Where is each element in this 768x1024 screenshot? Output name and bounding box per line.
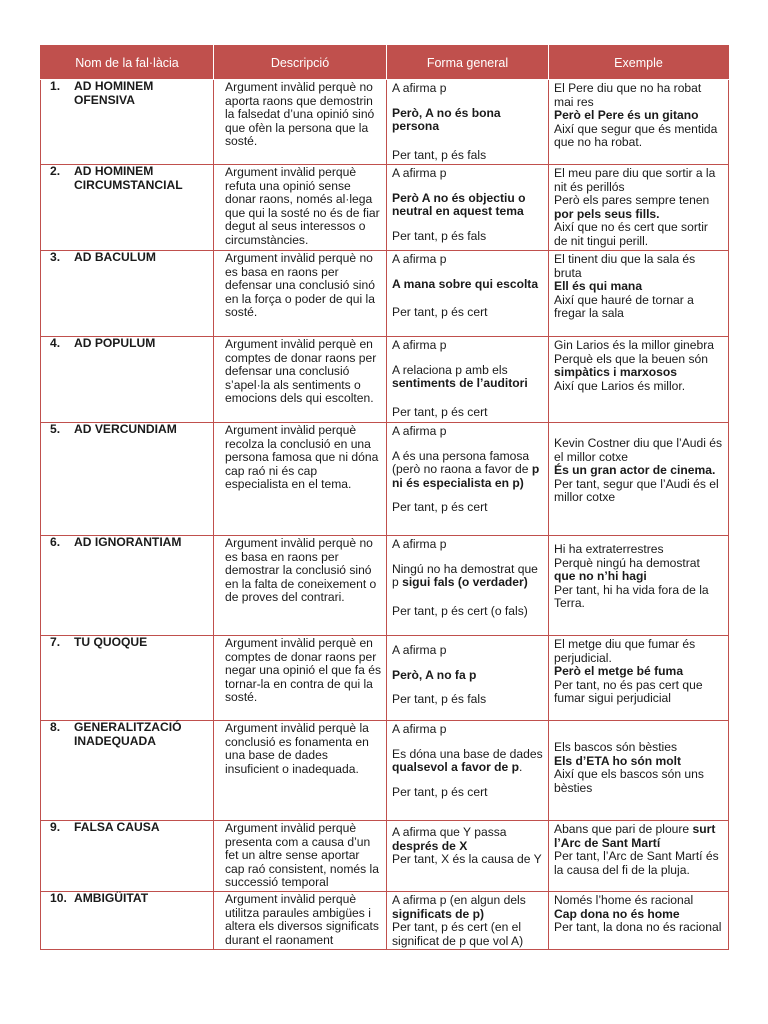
example-line-bold: És un gran actor de cinema. (554, 463, 716, 478)
fallacy-name-cell (41, 80, 214, 165)
form-premise: A afirma p (392, 338, 447, 352)
example-line: Per tant, hi ha vida fora de la Terra. (554, 582, 709, 611)
fallacy-number: 9. (50, 820, 61, 834)
form-objection: A és una persona famosa (però no raona a favor de p ni és especialista en p) (392, 448, 540, 490)
fallacy-number: 2. (50, 164, 61, 178)
fallacy-description: Argument invàlid perquè en comptes de donar raons per negar una opinió el que fa és tornar-la en contra de qui la sosté. (214, 636, 387, 721)
fallacy-name: GENERALITZACIÓ INADEQUADA (74, 720, 182, 748)
fallacy-example (549, 636, 729, 721)
header-example: Exemple (549, 46, 729, 80)
fallacy-number: 4. (50, 336, 61, 350)
fallacy-form (387, 891, 549, 949)
fallacy-form (387, 536, 549, 636)
fallacy-example (549, 891, 729, 949)
header-general-form: Forma general (387, 46, 549, 80)
example-line: Gin Larios és la millor ginebra (554, 338, 714, 352)
table-row (41, 165, 729, 251)
example-line-bold: Cap dona no és home (554, 906, 680, 921)
form-conclusion: Per tant, p és fals (392, 228, 487, 243)
fallacy-example (549, 423, 729, 536)
fallacy-description: Argument invàlid perquè presenta com a causa d’un fet un altre sense aportar cap raó consistent, només la successió temporal (214, 821, 387, 892)
fallacy-example (549, 821, 729, 892)
example-line: El metge diu que fumar és perjudicial. (554, 637, 696, 665)
form-premise: A afirma p (392, 166, 447, 180)
form-conclusion: Per tant, p és fals (392, 147, 487, 162)
example-line-bold: Ell és qui mana (554, 279, 643, 294)
fallacy-number: 6. (50, 535, 61, 549)
example-line: Per tant, segur que l’Audi és el millor cotxe (554, 476, 719, 505)
form-objection: A mana sobre qui escolta (392, 276, 539, 291)
fallacy-name-cell (41, 721, 214, 821)
fallacy-name: TU QUOQUE (74, 635, 148, 649)
example-line: Hi ha extraterrestres (554, 542, 664, 556)
form-objection: Ningú no ha demostrat que p sigui fals (o verdader) (392, 561, 538, 590)
fallacy-example (549, 251, 729, 337)
example-line: Només l’home és racional (554, 892, 694, 907)
fallacy-name-cell (41, 821, 214, 892)
fallacy-example (549, 165, 729, 251)
example-line: Però els pares sempre tenen por pels seus fills. (554, 193, 710, 221)
form-premise: A afirma que Y passa després de X (392, 825, 507, 853)
example-line-bold: Però el Pere és un gitano (554, 108, 699, 123)
form-premise: A afirma p (en algun dels significats de p) (392, 892, 526, 921)
table-header-row (41, 46, 729, 80)
fallacy-number: 5. (50, 422, 61, 436)
fallacy-number: 1. (50, 79, 61, 93)
form-premise: A afirma p (392, 252, 447, 266)
fallacy-description: Argument invàlid perquè no es basa en raons per demostrar la conclusió sinó en la falta de coneixement o de proves del contrari. (214, 536, 387, 636)
example-line: Així que hauré de tornar a fregar la sala (554, 292, 694, 321)
header-name: Nom de la fal·làcia (41, 46, 214, 80)
form-premise: A afirma p (392, 81, 447, 95)
fallacy-name-cell (41, 536, 214, 636)
example-line-bold: Els d’ETA ho són molt (554, 753, 681, 768)
table-row (41, 80, 729, 165)
fallacy-form (387, 636, 549, 721)
example-line: El tinent diu que la sala és bruta (554, 252, 696, 280)
fallacy-description: Argument invàlid perquè refuta una opinió sense donar raons, només al·lega que qui la sosté no és de fiar degut al seus interessos o circumstàncies. (214, 165, 387, 251)
form-objection: A relaciona p amb els sentiments de l’auditori (392, 362, 528, 391)
table-row (41, 423, 729, 536)
table-row (41, 636, 729, 721)
fallacy-example (549, 337, 729, 423)
fallacy-name-cell (41, 423, 214, 536)
fallacy-name: AD HOMINEM OFENSIVA (74, 79, 154, 107)
fallacy-example (549, 721, 729, 821)
fallacy-description: Argument invàlid perquè recolza la conclusió en una persona famosa que ni dóna cap raó ni és cap especialista en el tema. (214, 423, 387, 536)
fallacy-description: Argument invàlid perquè la conclusió es fonamenta en una base de dades insuficient o inadequada. (214, 721, 387, 821)
fallacy-example (549, 536, 729, 636)
fallacy-name: AD IGNORANTIAM (74, 535, 182, 549)
fallacy-example (549, 80, 729, 165)
fallacy-name: AD HOMINEM CIRCUMSTANCIAL (74, 164, 183, 192)
fallacy-name-cell (41, 165, 214, 251)
example-line: El meu pare diu que sortir a la nit és perillós (554, 166, 716, 194)
form-conclusion: Per tant, p és cert (392, 500, 488, 515)
table-row (41, 251, 729, 337)
form-conclusion: Per tant, p és cert (392, 404, 488, 419)
fallacy-number: 3. (50, 250, 61, 264)
example-line-bold: Però el metge bé fuma (554, 664, 684, 679)
example-line: Així que segur que és mentida que no ha robat. (554, 121, 718, 150)
fallacy-form (387, 423, 549, 536)
fallacy-description: Argument invàlid perquè no aporta raons que demostrin la falsedat d’una opinió sinó que ofèn la persona que la sosté. (214, 80, 387, 165)
form-conclusion: Per tant, p és cert (392, 305, 488, 320)
fallacy-description: Argument invàlid perquè en comptes de donar raons per defensar una conclusió s’apel·la als sentiments o emocions dels qui escolten. (214, 337, 387, 423)
fallacy-form (387, 165, 549, 251)
form-premise: A afirma p (392, 537, 447, 551)
form-conclusion: Per tant, p és cert (en el significat de p que vol A) (392, 920, 524, 948)
form-objection: Però, A no fa p (392, 667, 477, 682)
form-objection: Es dóna una base de dades qualsevol a favor de p. (392, 746, 543, 775)
form-premise: A afirma p (392, 643, 447, 657)
fallacy-name: AD POPULUM (74, 336, 156, 350)
form-premise: A afirma p (392, 722, 447, 736)
fallacy-form (387, 721, 549, 821)
example-line: Per tant, no és pas cert que fumar sigui perjudicial (554, 677, 703, 706)
form-conclusion: Per tant, p és cert (o fals) (392, 603, 528, 618)
fallacy-name-cell (41, 337, 214, 423)
form-objection: Però A no és objectiu o neutral en aquest tema (392, 190, 526, 219)
header-description: Descripció (214, 46, 387, 80)
example-line: Abans que pari de ploure surt l’Arc de Sant Martí (554, 822, 716, 850)
fallacies-table (40, 45, 729, 950)
fallacy-form (387, 251, 549, 337)
fallacy-name-cell (41, 636, 214, 721)
table-row (41, 536, 729, 636)
form-conclusion: Per tant, p és fals (392, 692, 487, 707)
table-row (41, 891, 729, 949)
form-conclusion: Per tant, p és cert (392, 784, 488, 799)
fallacy-form (387, 821, 549, 892)
fallacy-number: 10. (50, 890, 67, 905)
fallacy-description: Argument invàlid perquè utilitza paraules ambigües i altera els diversos significats durant el raonament (214, 891, 387, 949)
fallacy-form (387, 337, 549, 423)
example-line: Per tant, l’Arc de Sant Martí és la causa del fi de la pluja. (554, 849, 719, 877)
example-line: Per tant, la dona no és racional (554, 920, 722, 935)
fallacy-description: Argument invàlid perquè no es basa en raons per defensar una conclusió sinó en la força o poder de qui la sosté. (214, 251, 387, 337)
table-row (41, 337, 729, 423)
example-line: El Pere diu que no ha robat mai res (554, 81, 702, 109)
fallacy-name: AMBIGÜITAT (74, 890, 149, 905)
form-premise: A afirma p (392, 424, 447, 438)
example-line: Kevin Costner diu que l’Audi és el millor cotxe (554, 436, 723, 464)
example-line: Així que Larios és millor. (554, 378, 686, 393)
example-line: Perquè els que la beuen són simpàtics i marxosos (554, 351, 708, 380)
fallacy-number: 7. (50, 635, 61, 649)
fallacy-name-cell (41, 891, 214, 949)
form-conclusion: Per tant, X és la causa de Y (392, 852, 542, 867)
fallacy-name: AD VERCUNDIAM (74, 422, 177, 436)
table-row (41, 821, 729, 892)
fallacy-name: AD BACULUM (74, 250, 156, 264)
table-row (41, 721, 729, 821)
example-line: Així que no és cert que sortir de nit tingui perill. (554, 220, 708, 248)
example-line: Perquè ningú ha demostrat que no n’hi hagi (554, 555, 700, 584)
example-line: Així que els bascos són uns bèsties (554, 767, 704, 795)
fallacy-name: FALSA CAUSA (74, 820, 160, 834)
form-objection: Però, A no és bona persona (392, 105, 501, 134)
example-line: Els bascos són bèsties (554, 740, 678, 754)
fallacy-number: 8. (50, 720, 61, 734)
fallacy-form (387, 80, 549, 165)
fallacy-name-cell (41, 251, 214, 337)
